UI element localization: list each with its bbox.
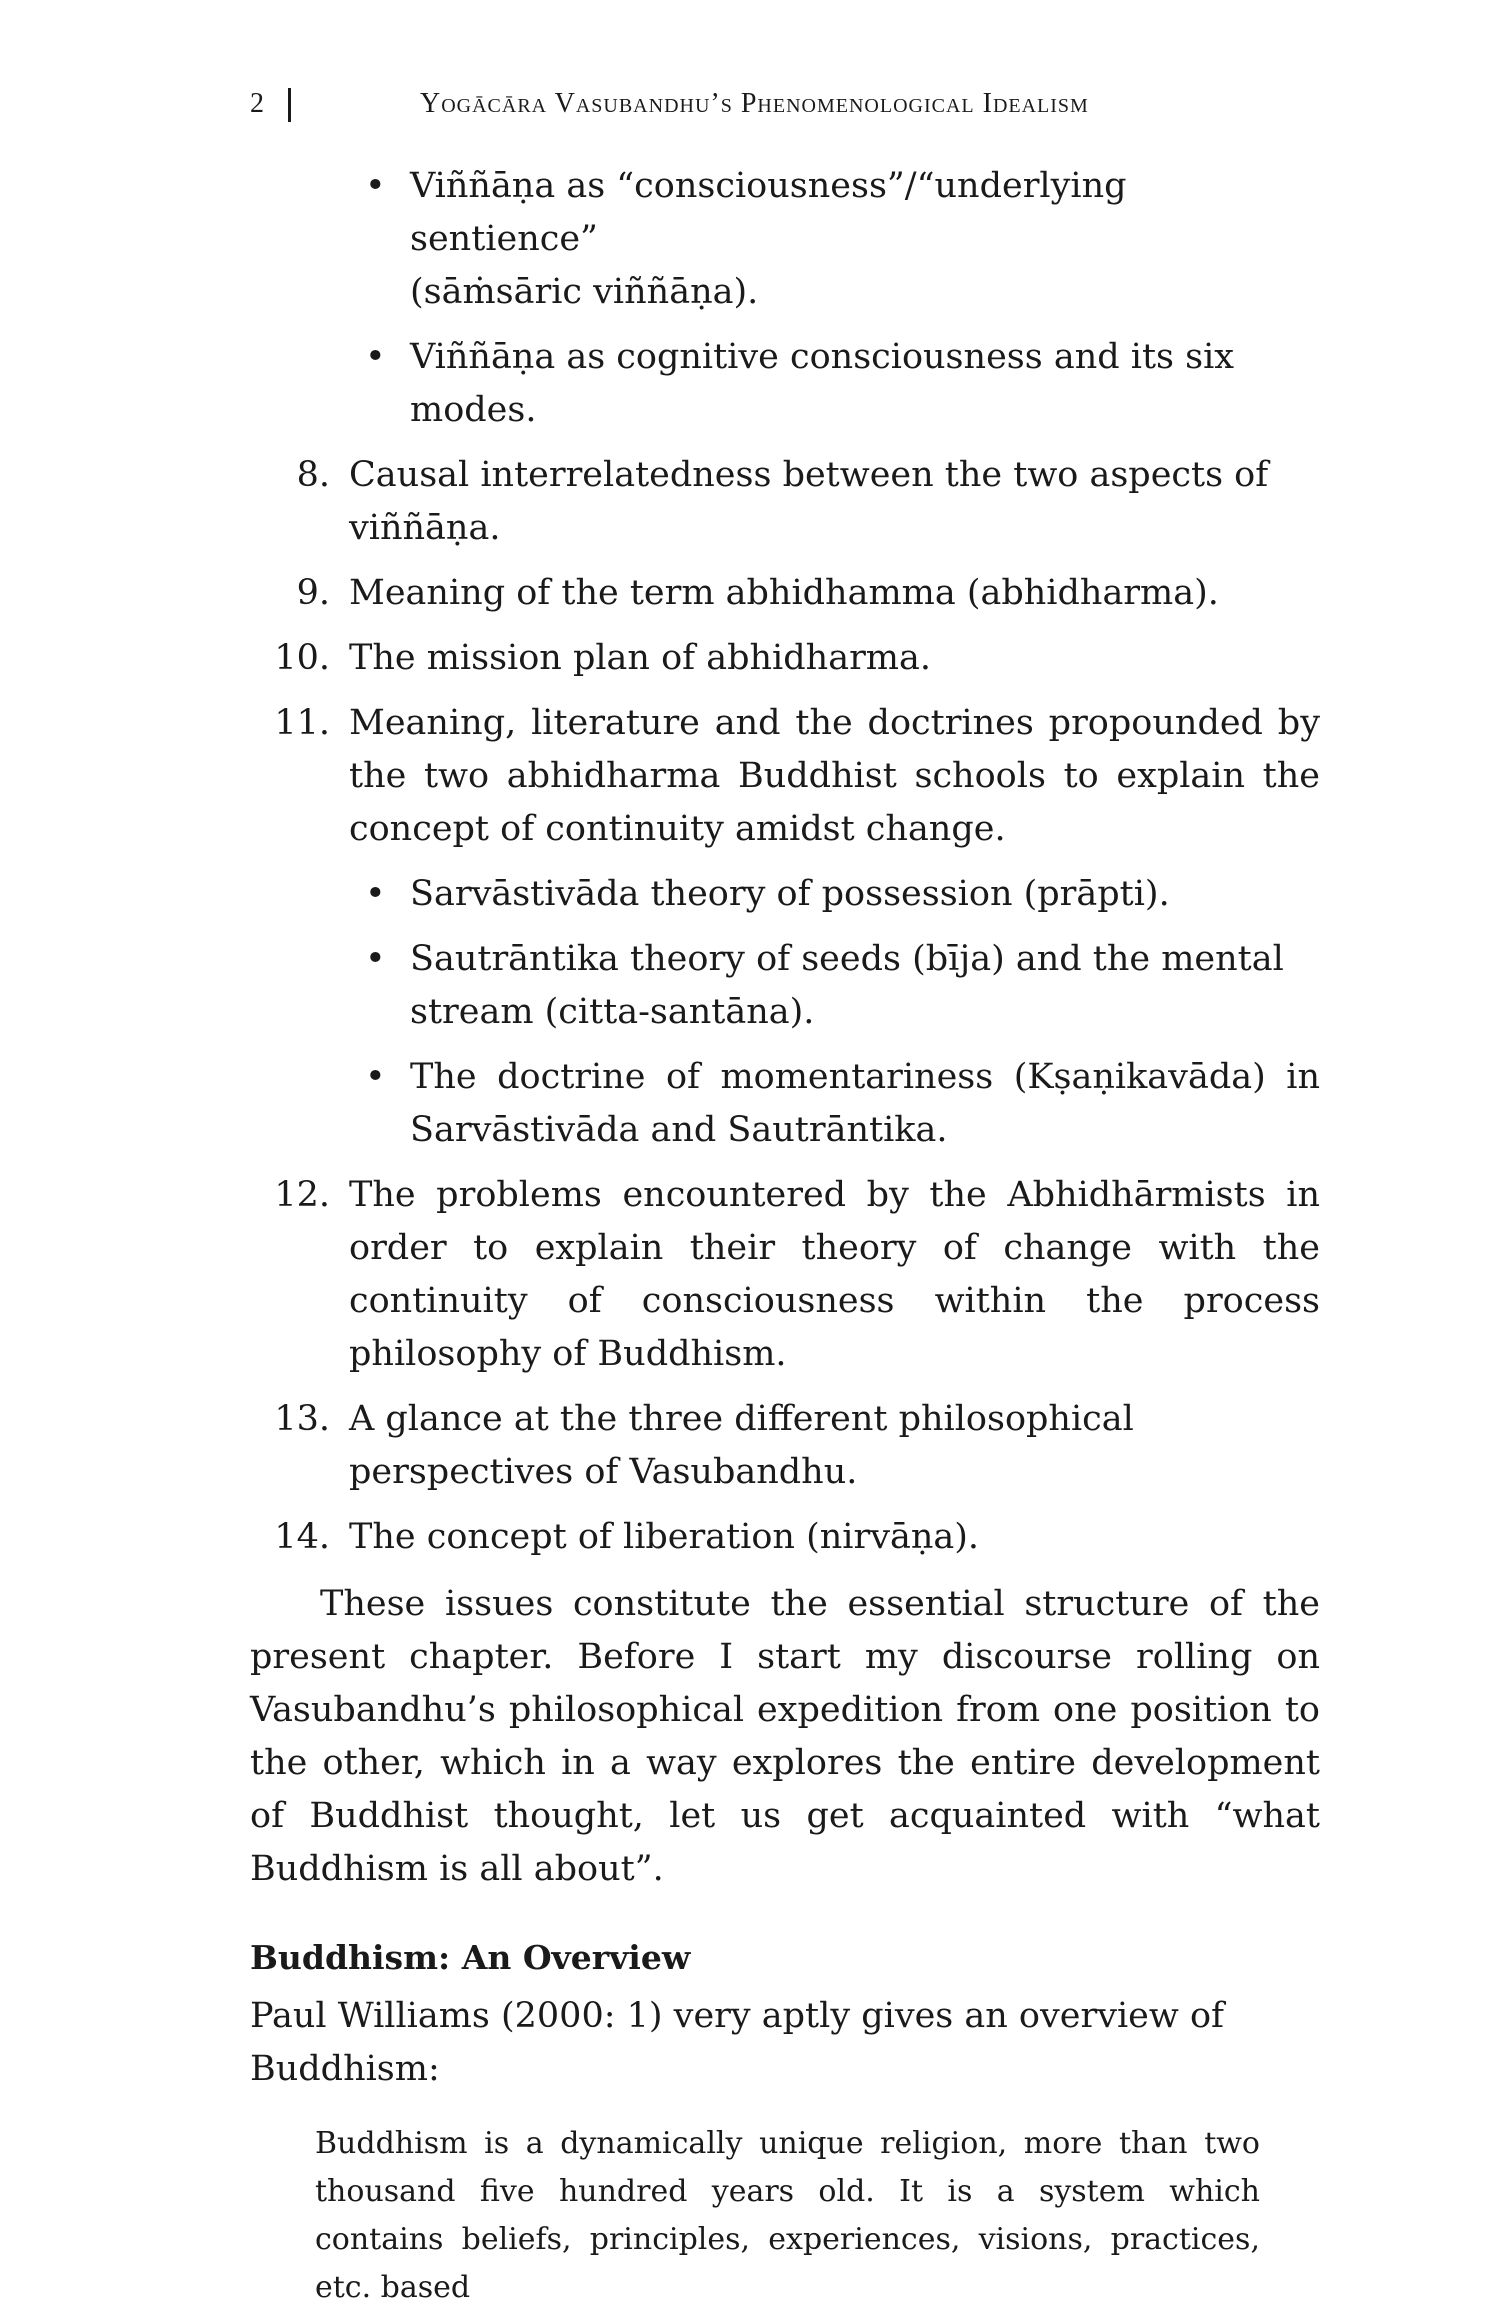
- bullet-dot: •: [365, 337, 386, 377]
- list-item: [250, 1169, 1320, 1381]
- list-item: [250, 449, 1320, 555]
- list-number: 12.: [274, 1175, 330, 1215]
- bullet-item: [365, 331, 1320, 437]
- bullet-dot: •: [365, 874, 386, 914]
- section-intro: Paul Williams (2000: 1) very aptly gives an overview of Buddhism:: [250, 1996, 1225, 2089]
- sub-bullet-text: The doctrine of momentariness (Kṣaṇikavāda) in Sarvāstivāda and Sautrāntika.: [410, 1057, 1320, 1150]
- list-item: [250, 567, 1320, 620]
- bullet-text: Viññāṇa as cognitive consciousness and its six modes.: [410, 337, 1235, 430]
- bullet-item: [365, 160, 1320, 319]
- bullet-dot: •: [365, 939, 386, 979]
- list-text: Causal interrelatedness between the two aspects of viññāṇa.: [349, 455, 1269, 548]
- header-divider: [288, 88, 291, 122]
- list-number: 13.: [274, 1399, 330, 1439]
- list-text: Meaning of the term abhidhamma (abhidharma).: [349, 573, 1219, 613]
- page-number: 2: [250, 88, 265, 119]
- bullet-dot: •: [365, 1057, 386, 1097]
- list-number: 9.: [296, 573, 330, 613]
- sub-bullet-text: Sarvāstivāda theory of possession (prāpti).: [410, 874, 1170, 914]
- list-text: Meaning, literature and the doctrines propounded by the two abhidharma Buddhist schools to explain the concept of continuity amidst change.: [349, 703, 1320, 849]
- page-content: [250, 160, 1320, 2312]
- sub-bullet-text: Sautrāntika theory of seeds (bīja) and the mental stream (citta-santāna).: [410, 939, 1284, 1032]
- list-number: 14.: [274, 1517, 330, 1557]
- list-text: The problems encountered by the Abhidhārmists in order to explain their theory of change with the continuity of consciousness within the process philosophy of Buddhism.: [349, 1175, 1320, 1374]
- list-item: [250, 1511, 1320, 1564]
- sub-bullet-item: [365, 868, 1320, 921]
- running-head: [250, 88, 1250, 128]
- bullet-text: [410, 160, 1320, 319]
- list-number: 8.: [296, 455, 330, 495]
- list-number: 10.: [274, 638, 330, 678]
- list-text: The mission plan of abhidharma.: [349, 638, 931, 678]
- bullet-dot: •: [365, 166, 386, 206]
- sub-bullet-item: [365, 1051, 1320, 1157]
- list-text: The concept of liberation (nirvāṇa).: [349, 1517, 980, 1557]
- list-number: 11.: [274, 703, 330, 743]
- list-text: A glance at the three different philosophical perspectives of Vasubandhu.: [349, 1399, 1134, 1492]
- list-item: [250, 697, 1320, 856]
- bullet-line: (sāṁsāric viññāṇa).: [410, 272, 759, 312]
- body-paragraph: These issues constitute the essential structure of the present chapter. Before I start my discourse rolling on Vasubandhu’s philosophical expedition from one position to the other, which in a way explores the entire development of Buddhist thought, let us get acquainted with “what Buddhism is all about”.: [250, 1584, 1320, 1889]
- block-quote: Buddhism is a dynamically unique religion, more than two thousand five hundred years old. It is a system which contains beliefs, principles, experiences, visions, practices, etc. based: [315, 2126, 1260, 2305]
- bullet-line: Viññāṇa as “consciousness”/“underlying sentience”: [410, 166, 1127, 259]
- running-title: Yogācāra Vasubandhu’s Phenomenological Idealism: [420, 88, 1089, 119]
- list-item: [250, 1393, 1320, 1499]
- sub-bullet-item: [365, 933, 1320, 1039]
- list-item: [250, 632, 1320, 685]
- section-heading: Buddhism: An Overview: [250, 1938, 691, 1977]
